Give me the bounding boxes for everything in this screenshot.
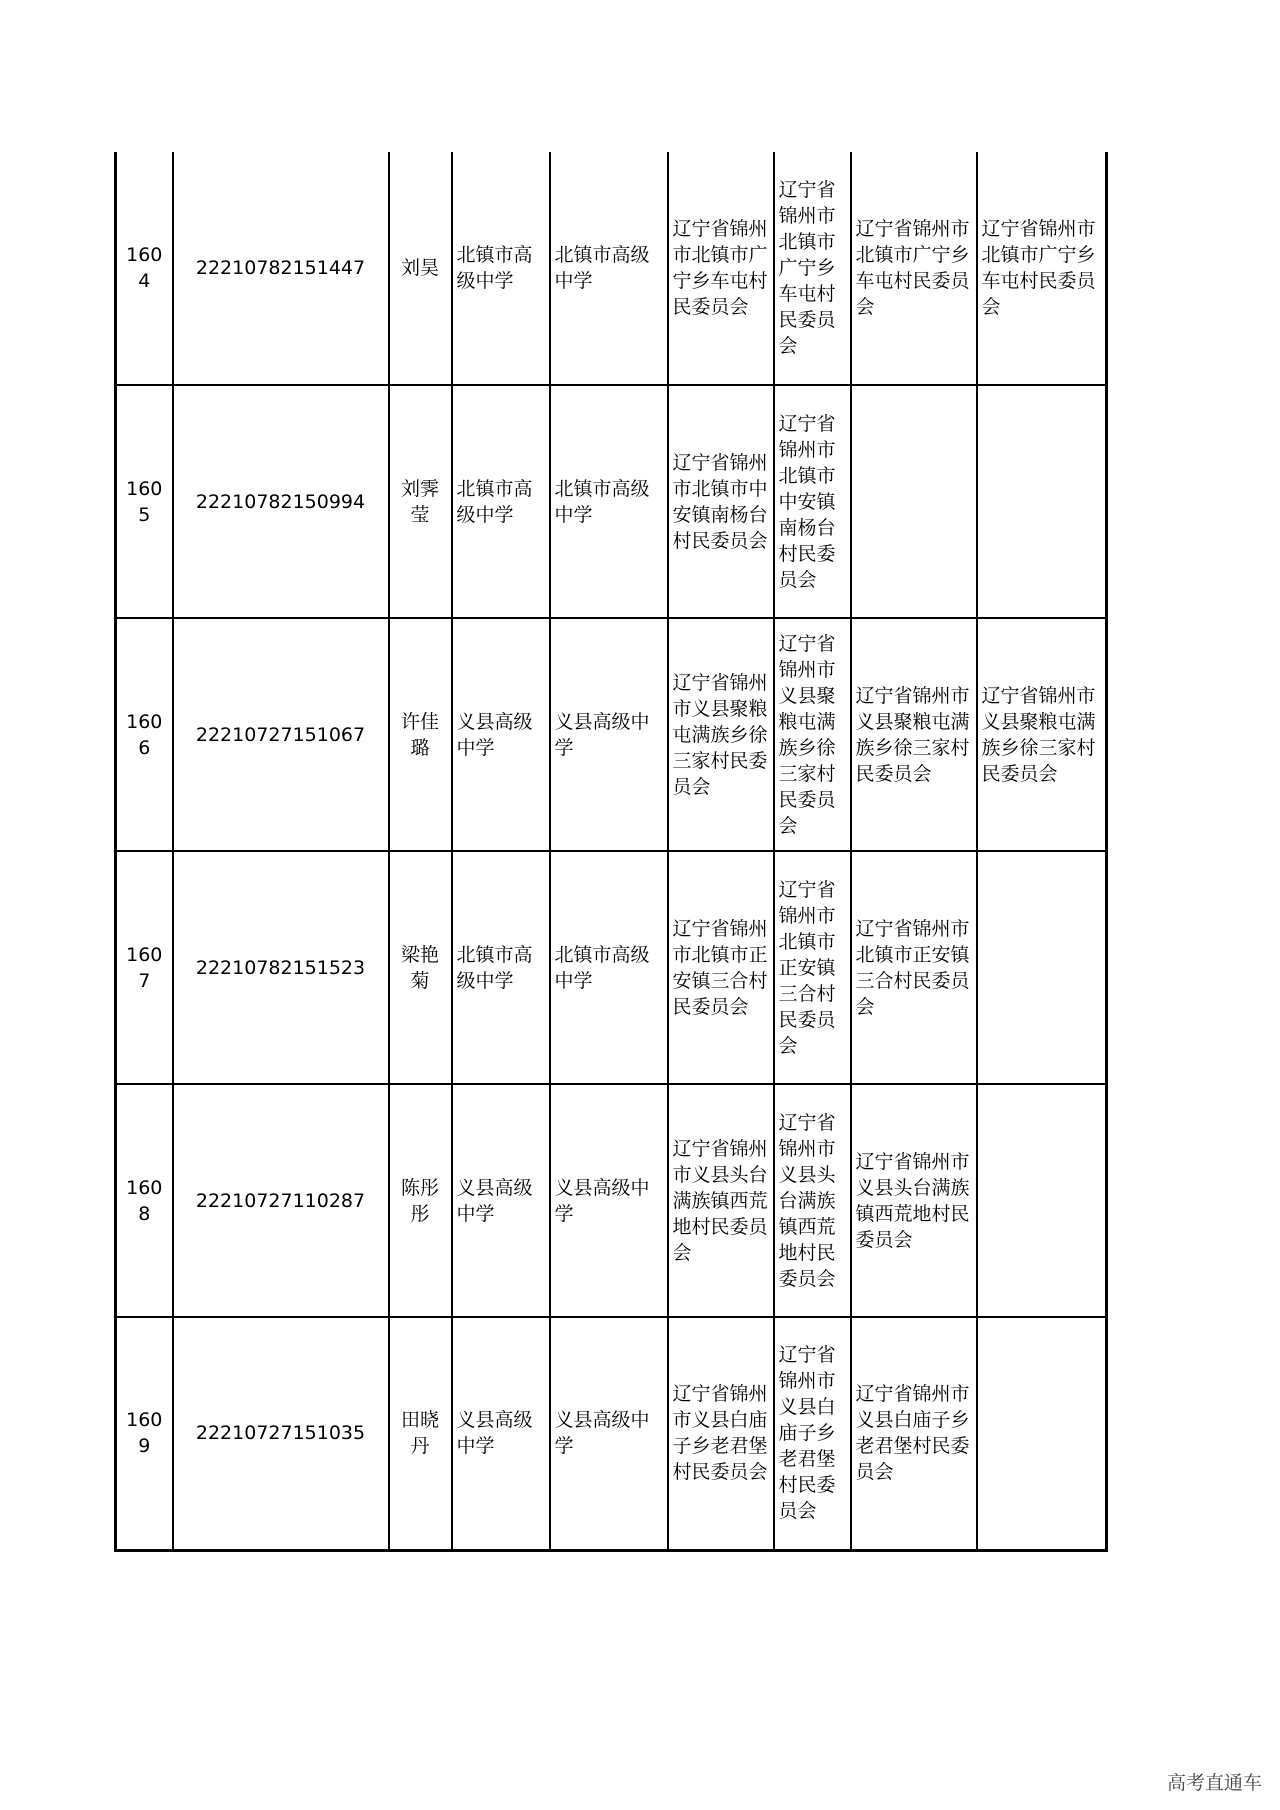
school-cell-2: 北镇市高级中学	[550, 152, 668, 385]
address-cell-2: 辽宁省锦州市北镇市正安镇三合村民委员会	[774, 851, 851, 1084]
seq-cell: 1607	[116, 851, 173, 1084]
address-cell-3: 辽宁省锦州市义县聚粮屯满族乡徐三家村民委员会	[851, 618, 977, 851]
address-cell-3	[851, 385, 977, 618]
table-row	[116, 851, 1107, 1084]
seq-cell: 1609	[116, 1317, 173, 1550]
address-cell-2: 辽宁省锦州市北镇市广宁乡车屯村民委员会	[774, 152, 851, 385]
seq-cell: 1605	[116, 385, 173, 618]
address-cell-1: 辽宁省锦州市义县聚粮屯满族乡徐三家村民委员会	[668, 618, 774, 851]
exam-id-cell: 22210782150994	[173, 385, 389, 618]
address-cell-2: 辽宁省锦州市义县头台满族镇西荒地村民委员会	[774, 1084, 851, 1317]
address-cell-1: 辽宁省锦州市义县头台满族镇西荒地村民委员会	[668, 1084, 774, 1317]
school-cell-2: 北镇市高级中学	[550, 851, 668, 1084]
table-row	[116, 1084, 1107, 1317]
address-cell-3: 辽宁省锦州市北镇市广宁乡车屯村民委员会	[851, 152, 977, 385]
name-cell: 许佳璐	[389, 618, 452, 851]
address-cell-4	[977, 385, 1107, 618]
name-cell: 陈彤彤	[389, 1084, 452, 1317]
exam-id-cell: 22210782151523	[173, 851, 389, 1084]
school-cell-2: 义县高级中学	[550, 1317, 668, 1550]
seq-cell: 1606	[116, 618, 173, 851]
address-cell-1: 辽宁省锦州市北镇市正安镇三合村民委员会	[668, 851, 774, 1084]
name-cell: 刘昊	[389, 152, 452, 385]
seq-cell: 1604	[116, 152, 173, 385]
school-cell-2: 义县高级中学	[550, 1084, 668, 1317]
school-cell: 北镇市高级中学	[452, 385, 550, 618]
watermark-text: 高考直通车	[1166, 1772, 1262, 1794]
table-row	[116, 152, 1107, 385]
address-cell-2: 辽宁省锦州市义县聚粮屯满族乡徐三家村民委员会	[774, 618, 851, 851]
table-row	[116, 1317, 1107, 1550]
school-cell: 北镇市高级中学	[452, 152, 550, 385]
seq-cell: 1608	[116, 1084, 173, 1317]
address-cell-1: 辽宁省锦州市北镇市广宁乡车屯村民委员会	[668, 152, 774, 385]
exam-id-cell: 22210727110287	[173, 1084, 389, 1317]
school-cell-2: 义县高级中学	[550, 618, 668, 851]
address-cell-4	[977, 1084, 1107, 1317]
school-cell-2: 北镇市高级中学	[550, 385, 668, 618]
exam-id-cell: 22210727151035	[173, 1317, 389, 1550]
exam-id-cell: 22210782151447	[173, 152, 389, 385]
address-cell-4: 辽宁省锦州市北镇市广宁乡车屯村民委员会	[977, 152, 1107, 385]
table-row	[116, 618, 1107, 851]
address-cell-4: 辽宁省锦州市义县聚粮屯满族乡徐三家村民委员会	[977, 618, 1107, 851]
school-cell: 义县高级中学	[452, 618, 550, 851]
school-cell: 义县高级中学	[452, 1084, 550, 1317]
address-cell-1: 辽宁省锦州市北镇市中安镇南杨台村民委员会	[668, 385, 774, 618]
name-cell: 刘霁莹	[389, 385, 452, 618]
address-cell-1: 辽宁省锦州市义县白庙子乡老君堡村民委员会	[668, 1317, 774, 1550]
address-cell-3: 辽宁省锦州市义县白庙子乡老君堡村民委员会	[851, 1317, 977, 1550]
name-cell: 梁艳菊	[389, 851, 452, 1084]
address-cell-3: 辽宁省锦州市义县头台满族镇西荒地村民委员会	[851, 1084, 977, 1317]
address-cell-4	[977, 851, 1107, 1084]
school-cell: 义县高级中学	[452, 1317, 550, 1550]
address-cell-4	[977, 1317, 1107, 1550]
name-cell: 田晓丹	[389, 1317, 452, 1550]
school-cell: 北镇市高级中学	[452, 851, 550, 1084]
address-cell-2: 辽宁省锦州市北镇市中安镇南杨台村民委员会	[774, 385, 851, 618]
table-body	[116, 152, 1107, 1550]
student-roster-table	[114, 152, 1108, 1552]
address-cell-3: 辽宁省锦州市北镇市正安镇三合村民委员会	[851, 851, 977, 1084]
exam-id-cell: 22210727151067	[173, 618, 389, 851]
address-cell-2: 辽宁省锦州市义县白庙子乡老君堡村民委员会	[774, 1317, 851, 1550]
table-row	[116, 385, 1107, 618]
